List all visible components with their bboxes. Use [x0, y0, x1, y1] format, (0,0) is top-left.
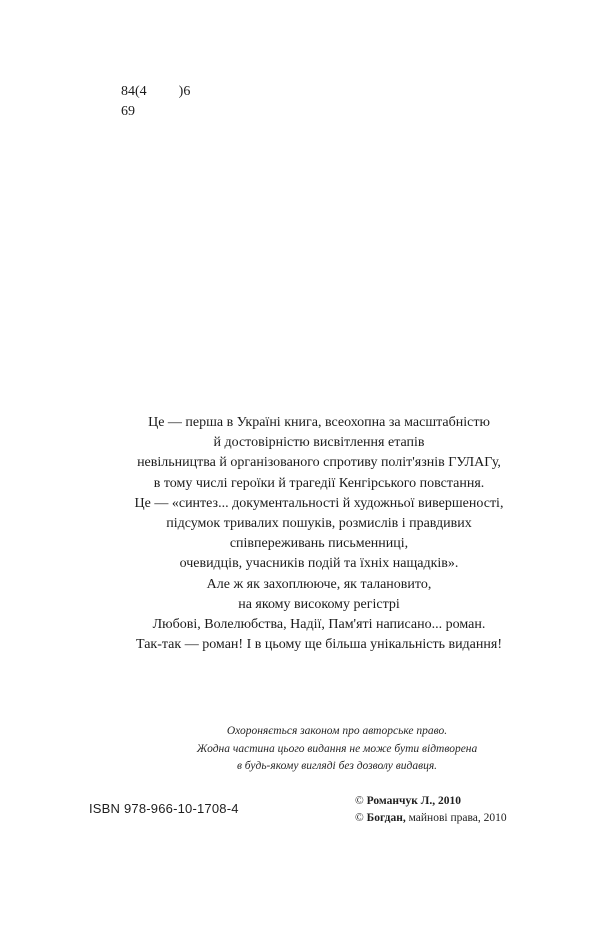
udk-row	[121, 82, 190, 102]
udk-code: 84(4	[121, 84, 147, 99]
copyright-holders	[355, 793, 507, 827]
book-annotation	[110, 413, 528, 655]
copyright-line-publisher	[355, 810, 507, 827]
annotation-line: Це — «синтез... документальності й художньої вивершеності,	[134, 495, 504, 511]
annotation-line: Любові, Волелюбства, Надії, Пам'яті написано... роман.	[152, 617, 486, 633]
copyright-symbol: ©	[355, 795, 364, 807]
copyright-holder: Богдан,	[366, 812, 406, 824]
copyright-notice-line: Охороняється законом про авторське право.	[226, 725, 448, 737]
copyright-notice-line: в будь-якому вигляді без дозволу видавця.	[236, 760, 438, 772]
annotation-line: Так-так — роман! І в цьому ще більша унікальність видання!	[136, 637, 502, 653]
annotation-line: очевидців, учасників подій та їхніх нащадків».	[179, 556, 459, 572]
bbk-number: 69	[121, 104, 135, 119]
copyright-notice-line: Жодна частина цього видання не може бути відтворена	[196, 742, 478, 755]
copyright-notice	[172, 723, 502, 776]
annotation-line: співпереживань письменниці,	[229, 536, 409, 552]
catalog-index	[121, 82, 190, 122]
copyright-line-author	[355, 793, 507, 810]
copyright-note: 2010	[437, 795, 461, 807]
copyright-holder: Романчук Л.,	[366, 795, 436, 807]
bbk-row	[121, 102, 190, 122]
copyright-note: майнові права, 2010	[408, 812, 507, 824]
annotation-line: й достовірністю висвітлення етапів	[213, 435, 425, 451]
annotation-line: Це — перша в Україні книга, всеохопна за масштабністю	[148, 415, 490, 430]
annotation-line: Але ж як захоплююче, як талановито,	[206, 576, 432, 592]
udk-suffix: )6	[178, 84, 191, 99]
annotation-line: невільництва й організованого спротиву політ'язнів ГУЛАГу,	[137, 455, 501, 471]
annotation-line: в тому числі героїки й трагедії Кенгірського повстання.	[153, 475, 485, 491]
annotation-line: підсумок тривалих пошуків, розмислів і правдивих	[166, 516, 472, 532]
annotation-line: на якому високому регістрі	[238, 596, 400, 612]
isbn: ISBN 978-966-10-1708-4	[89, 801, 239, 816]
copyright-symbol: ©	[355, 812, 364, 824]
